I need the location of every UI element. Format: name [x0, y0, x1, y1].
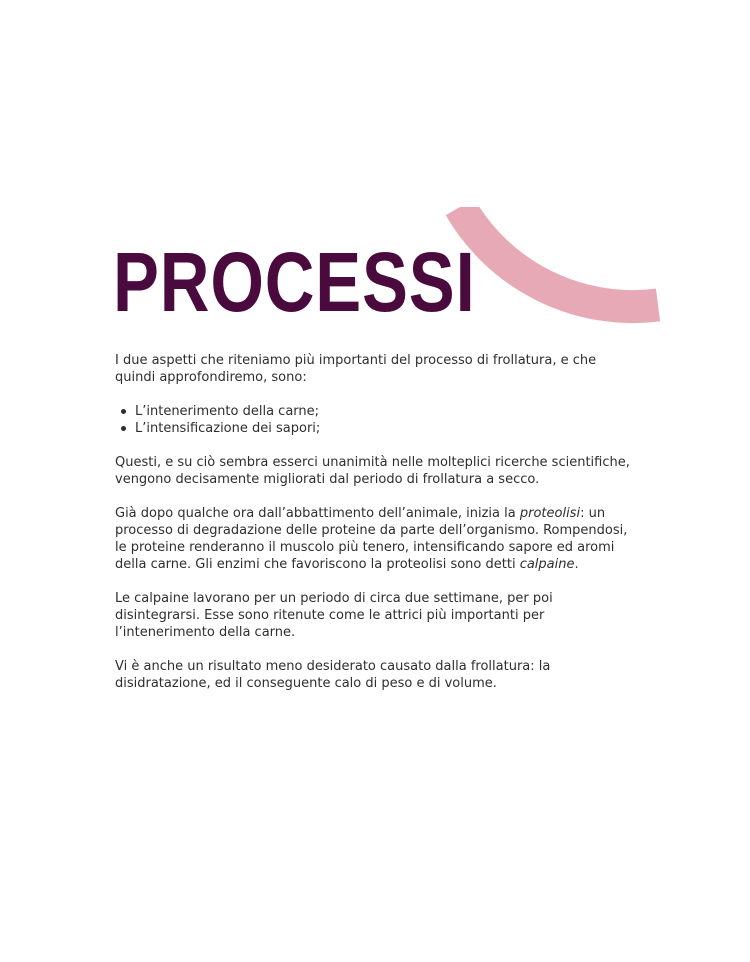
- list-item: L’intensificazione dei sapori;: [135, 420, 635, 437]
- term-calpaine: calpaine: [519, 557, 575, 572]
- proteolysis-text-2: : un processo di degradazione delle proteine da parte dell’organismo. Rompendosi, le proteine renderanno il muscolo più tenero, intensificando sapore ed aromi della carne. Gli enzimi che favoriscono la proteolisi sono detti: [115, 506, 628, 572]
- aspects-list: [115, 403, 635, 437]
- proteolysis-paragraph: [115, 505, 635, 573]
- proteolysis-text-1: Già dopo qualche ora dall’abbattimento dell’animale, inizia la: [115, 506, 520, 521]
- page-title: PROCESSI: [113, 235, 476, 329]
- dehydration-paragraph: Vi è anche un risultato meno desiderato causato dalla frollatura: la disidratazione, ed il conseguente calo di peso e di volume.: [115, 659, 551, 691]
- calpaine-paragraph: Le calpaine lavorano per un periodo di circa due settimane, per poi disintegrarsi. Esse sono ritenute come le attrici più importanti per l’intenerimento della carne.: [115, 591, 553, 640]
- list-item: L’intenerimento della carne;: [135, 403, 635, 420]
- body-text: [115, 352, 635, 709]
- consensus-paragraph: Questi, e su ciò sembra esserci unanimità nelle molteplici ricerche scientifiche, vengono decisamente migliorati dal periodo di frollatura a secco.: [115, 455, 630, 487]
- proteolysis-text-3: .: [574, 557, 579, 572]
- intro-paragraph: I due aspetti che riteniamo più importanti del processo di frollatura, e che quindi approfondiremo, sono:: [115, 353, 597, 385]
- term-proteolisi: proteolisi: [519, 506, 581, 521]
